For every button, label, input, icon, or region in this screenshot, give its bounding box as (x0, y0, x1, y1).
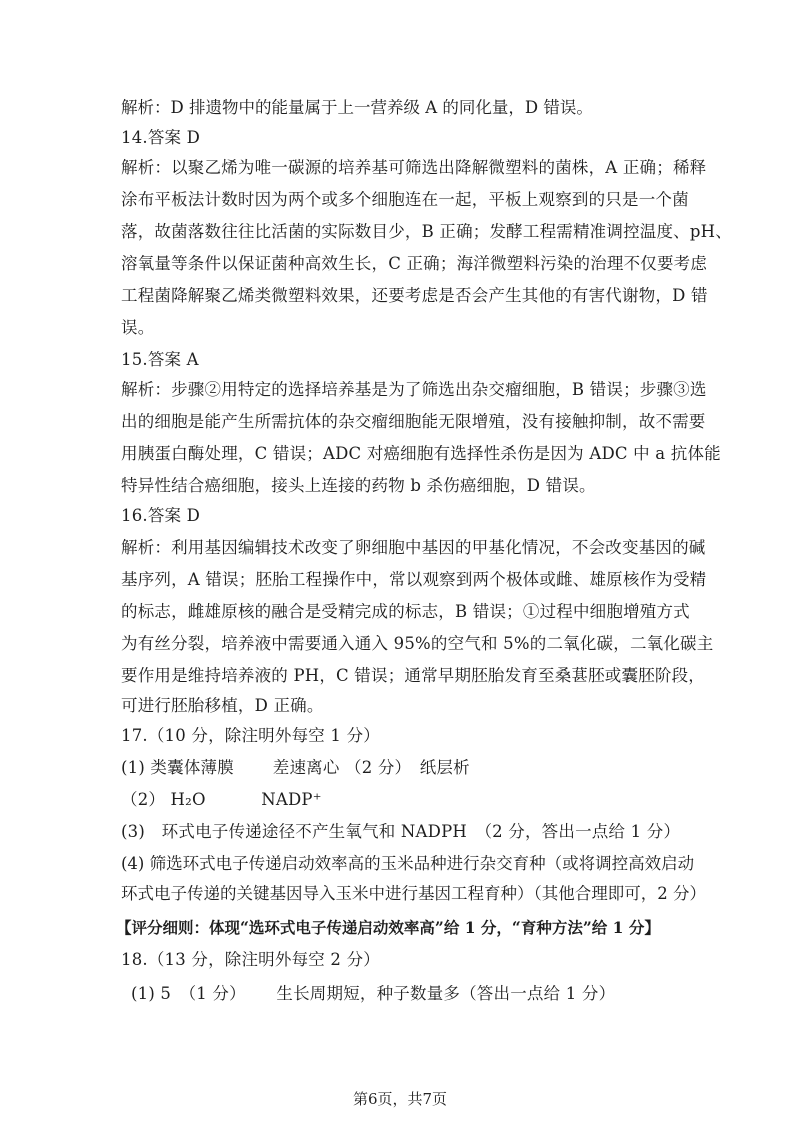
text-line-20: 可进行胚胎移植，D 正确。 (121, 696, 324, 715)
text-line-11: 出的细胞是能产生所需抗体的杂交瘤细胞能无限增殖，没有接触抑制，故不需要 (121, 412, 706, 431)
page-footer: 第6页，共7页 (352, 1090, 448, 1108)
text-line-4: 涂布平板法计数时因为两个或多个细胞连在一起，平板上观察到的只是一个菌 (121, 190, 689, 209)
text-line-18: 为有丝分裂，培养液中需要通入通入 95%的空气和 5%的二氧化碳，二氧化碳主 (121, 634, 714, 653)
answer-heading-15: 15.答案 A (121, 350, 199, 369)
question-heading-18: 18.（13 分，除注明外每空 2 分） (121, 950, 380, 969)
text-line-13: 特异性结合癌细胞，接头上连接的药物 b 杀伤癌细胞，D 错误。 (121, 476, 596, 495)
answer-17-2: （2） H₂O NADP⁺ (121, 790, 322, 809)
text-line-3: 解析：以聚乙烯为唯一碳源的培养基可筛选出降解微塑料的菌株，A 正确；稀释 (121, 158, 707, 177)
text-line-15: 解析：利用基因编辑技术改变了卵细胞中基因的甲基化情况，不会改变基因的碱 (121, 538, 706, 557)
text-line-19: 要作用是维持培养液的 PH，C 错误；通常早期胚胎发育至桑葚胚或囊胚阶段， (121, 666, 706, 685)
text-line-5: 落，故菌落数往往比活菌的实际数目少，B 正确；发酵工程需精准调控温度、pH、 (121, 222, 732, 241)
answer-17-4: (4) 筛选环式电子传递启动效率高的玉米品种进行杂交育种（或将调控高效启动 (121, 854, 695, 873)
answer-heading-14: 14.答案 D (121, 128, 201, 147)
text-line-17: 的标志，雌雄原核的融合是受精完成的标志，B 错误；①过程中细胞增殖方式 (121, 602, 690, 621)
text-line-1: 解析：D 排遗物中的能量属于上一营养级 A 的同化量，D 错误。 (121, 98, 593, 117)
scoring-rubric: 【评分细则：体现“选环式电子传递启动效率高”给 1 分，“育种方法”给 1 分】 (116, 918, 660, 937)
answer-17-4-cont: 环式电子传递的关键基因导入玉米中进行基因工程育种）（其他合理即可，2 分） (121, 884, 706, 903)
answer-17-1: (1) 类囊体薄膜 差速离心 （2 分） 纸层析 (121, 758, 470, 777)
answer-17-3: (3) 环式电子传递途径不产生氧气和 NADPH （2 分，答出一点给 1 分） (121, 822, 681, 841)
text-line-10: 解析：步骤②用特定的选择培养基是为了筛选出杂交瘤细胞，B 错误；步骤③选 (121, 380, 707, 399)
text-line-12: 用胰蛋白酶处理，C 错误；ADC 对癌细胞有选择性杀伤是因为 ADC 中 a 抗体能 (121, 444, 721, 463)
text-line-7: 工程菌降解聚乙烯类微塑料效果，还要考虑是否会产生其他的有害代谢物，D 错 (121, 286, 708, 305)
answer-18-1: (1) 5 （1 分） 生长周期短，种子数量多（答出一点给 1 分） (131, 984, 616, 1003)
answer-heading-16: 16.答案 D (121, 506, 201, 525)
text-line-16: 基序列，A 错误；胚胎工程操作中，常以观察到两个极体或雌、雄原核作为受精 (121, 570, 707, 589)
text-line-8: 误。 (121, 318, 155, 337)
text-line-6: 溶氧量等条件以保证菌种高效生长，C 正确；海洋微塑料污染的治理不仅要考虑 (121, 254, 708, 273)
question-heading-17: 17.（10 分，除注明外每空 1 分） (121, 726, 380, 745)
